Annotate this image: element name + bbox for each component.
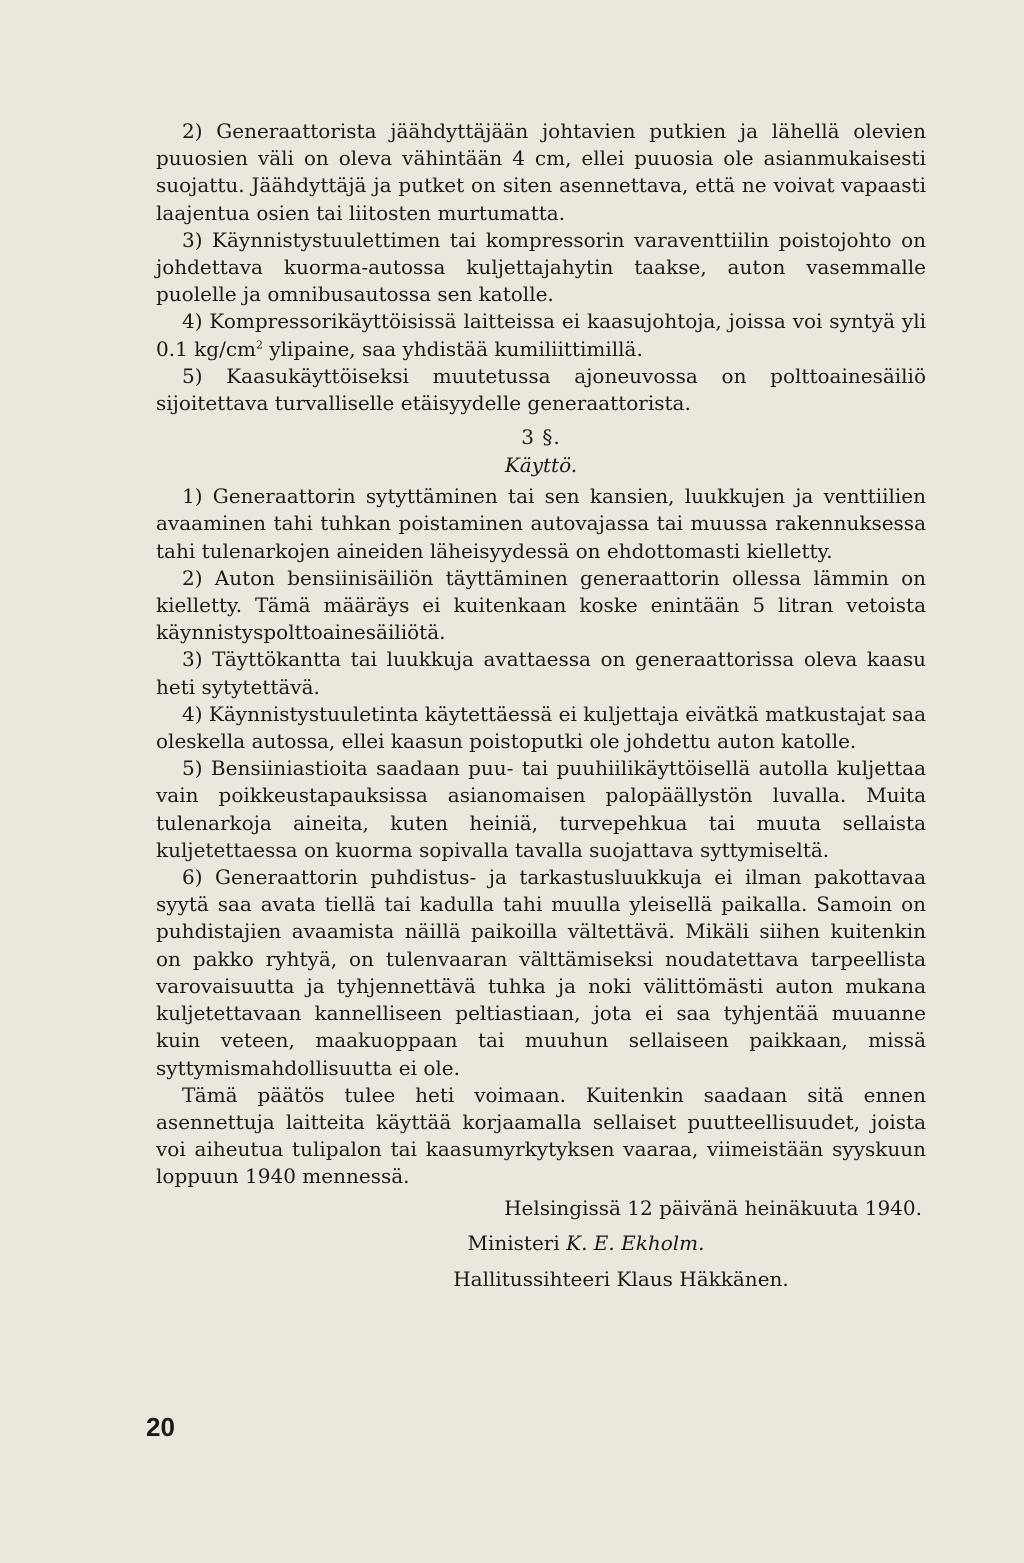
signature-secretary: Hallitussihteeri Klaus Häkkänen. [453,1266,789,1291]
signature-minister-name: K. E. Ekholm. [566,1230,705,1255]
paragraph-2-3 [156,308,926,362]
document-page [156,118,926,1293]
paragraph-closing: Tämä päätös tulee heti voimaan. Kuitenkin saadaan sitä ennen asennettuja laitteita käyttää korjaamalla sellaiset puutteellisuudet, joista voi aiheutua tulipalon tai kaasumyrkytyksen vaaraa, viimeistään syyskuun loppuun 1940 mennessä. [156,1082,926,1189]
paragraph-2-3-text-a: 4) Kompressorikäyttöisissä laitteissa ei kaasujohtoja, joissa voi syntyä yli 0.1 kg/cm [156,309,926,361]
paragraph-3-6: 6) Generaattorin puhdistus- ja tarkastusluukkuja ei ilman pakottavaa syytä saa avata tiellä tai kadulla tahi muulla yleisellä paikalla. Samoin on puhdistajien avaamista näillä paikoilla vältettävä. Mikäli siihen kuitenkin on pakko ryhtyä, on tulenvaaran välttämiseksi noudatettava tarpeellista varovaisuutta ja tyhjennettävä tuhka ja noki välittömästi auton mukana kuljetettavaan kannelliseen peltiastiaan, jota ei saa tyhjentää muuanne kuin veteen, maakuoppaan tai muuhun sellaiseen paikkaan, missä syttymismahdollisuutta ei ole. [156,865,926,1080]
paragraph-3-1: 1) Generaattorin sytyttäminen tai sen kansien, luukkujen ja venttiilien avaaminen tahi tuhkan poistaminen autovajassa tai muussa rakennuksessa tahi tulenarkojen aineiden läheisyydessä on ehdottomasti kielletty. [156,484,926,563]
signature-place-date: Helsingissä 12 päivänä heinäkuuta 1940. [504,1195,922,1220]
page-number: 20 [146,1412,175,1442]
paragraph-2-4: 5) Kaasukäyttöiseksi muutetussa ajoneuvossa on polttoainesäiliö sijoitettava turvalliselle etäisyydelle generaattorista. [156,363,926,416]
paragraph-3-5: 5) Bensiiniastioita saadaan puu- tai puuhiilikäyttöisellä autolla kuljettaa vain poikkeustapauksissa asianomaisen palopäällystön luvalla. Muita tulenarkoja aineita, kuten heiniä, turvepehkua tai muuta sellaista kuljetettaessa on kuorma sopivalla tavalla suojattava syttymiseltä. [156,756,926,862]
paragraph-3-3: 3) Täyttökantta tai luukkuja avattaessa on generaattorissa oleva kaasu heti sytytettävä. [156,647,926,699]
signature-minister [156,1229,926,1257]
section-number: 3 §. [521,425,561,450]
paragraph-2-1: 2) Generaattorista jäähdyttäjään johtavien putkien ja lähellä olevien puuosien väli on oleva vähintään 4 cm, ellei puuosia ole asianmukaisesti suojattu. Jäähdyttäjä ja putket on siten asennettava, että ne voivat vapaasti laajentua osien tai liitosten murtumatta. [156,119,926,225]
paragraph-2-3-text-b: ylipaine, saa yhdistää kumiliittimillä. [263,336,643,361]
section-title: Käyttö. [504,453,578,478]
signature-minister-title: Ministeri [467,1230,567,1255]
paragraph-3-2: 2) Auton bensiinisäiliön täyttäminen generaattorin ollessa lämmin on kielletty. Tämä määräys ei kuitenkaan koske enintään 5 litran vetoista käynnistyspolttoainesäiliötä. [156,565,926,645]
paragraph-3-4: 4) Käynnistystuuletinta käytettäessä ei kuljettaja eivätkä matkustajat saa oleskella autossa, ellei kaasun poistoputki ole johdettu auton katolle. [156,701,926,754]
superscript-2: 2 [256,337,263,351]
paragraph-2-2: 3) Käynnistystuulettimen tai kompressorin varaventtiilin poistojohto on johdettava kuorma-autossa kuljettajahytin taakse, auton vasemmalle puolelle ja omnibusautossa sen katolle. [156,227,926,307]
